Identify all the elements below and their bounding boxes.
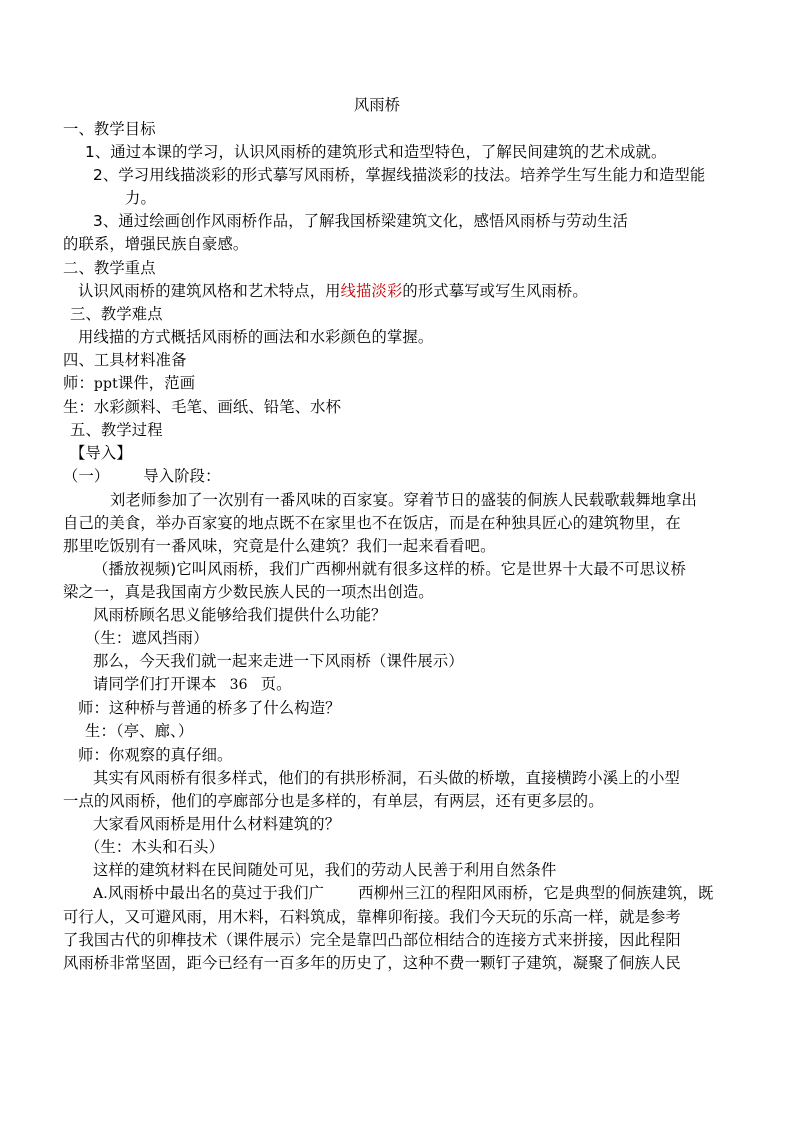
teaching-difficulty-text: 用线描的方式概括风雨桥的画法和水彩颜色的掌握。 [78, 327, 434, 346]
answer-3: （生：木头和石头） [85, 837, 225, 856]
answer-2: 生：（亭、廊、） [85, 722, 194, 741]
teaching-focus-suffix: 的形式摹写或写生风雨桥。 [402, 281, 588, 300]
paragraph-8-line2: 可行人，又可避风雨，用木料，石料筑成，靠榫卯衔接。我们今天玩的乐高一样，就是参考 [63, 908, 681, 927]
document-title: 风雨桥 [353, 96, 401, 114]
item-marker-a: A. [93, 886, 108, 903]
question-1: 风雨桥顾名思义能够给我们提供什么功能？ [93, 605, 387, 624]
materials-teacher-rest: 课件，范画 [117, 374, 196, 393]
materials-teacher-ppt: ppt [93, 376, 118, 393]
section-bracket-introduction: 【导入】 [70, 444, 132, 463]
stage-one-number: （一） [63, 467, 110, 486]
heading-teaching-difficulty: 三、教学难点 [70, 304, 163, 323]
paragraph-7: 这样的建筑材料在民间随处可见，我们的劳动人民善于利用自然条件 [93, 861, 557, 879]
paragraph-2-line2: 梁之一，真是我国南方少数民族人民的一项杰出创造。 [63, 582, 434, 601]
objective-item-1: 1、通过本课的学习，认识风雨桥的建筑形式和造型特色，了解民间建筑的艺术成就。 [85, 143, 667, 162]
paragraph-3: 那么，今天我们就一起来走进一下风雨桥（课件展示） [93, 652, 464, 671]
paragraph-1-line3: 那里吃饭别有一番风味，究竟是什么建筑？我们一起来看看吧。 [63, 536, 496, 555]
objective-item-3-line1: 3、通过绘画创作风雨桥作品，了解我国桥梁建筑文化，感悟风雨桥与劳动生活 [93, 212, 629, 231]
objective-item-3-line2: 的联系，增强民族自豪感。 [63, 235, 249, 254]
answer-1: （生：遮风挡雨） [85, 629, 209, 648]
paragraph-4-textbook-page [63, 673, 731, 697]
materials-teacher [63, 372, 731, 396]
textbook-suffix: 页。 [260, 675, 292, 694]
paragraph-2-line1: （播放视频)它叫风雨桥，我们广西柳州就有很多这样的桥。它是世界十大最不可思议桥 [93, 559, 687, 578]
textbook-prefix: 请同学们打开课本 [93, 675, 217, 694]
heading-teaching-focus: 二、教学重点 [63, 258, 156, 277]
paragraph-8-segment-2: 西柳州三江的程阳风雨桥，它是典型的侗族建筑，既 [358, 884, 714, 903]
heading-materials: 四、工具材料准备 [63, 350, 187, 369]
highlight-line-wash-color: 线描淡彩 [340, 281, 403, 300]
objective-item-2-line1: 2、学习用线描淡彩的形式摹写风雨桥，掌握线描淡彩的技法。培养学生写生能力和造型能 [93, 166, 706, 185]
question-3: 大家看风雨桥是用什么材料建筑的？ [93, 814, 341, 833]
objective-item-2-line2: 力。 [125, 189, 156, 208]
teaching-focus-text [63, 280, 731, 303]
materials-teacher-label: 师： [63, 374, 94, 393]
paragraph-1-line2: 自己的美食，举办百家宴的地点既不在家里也不在饭店，而是在种独具匠心的建筑物里，在 [63, 513, 681, 532]
paragraph-8-segment-1: 风雨桥中最出名的莫过于我们广 [107, 884, 325, 903]
question-2: 师：这种桥与普通的桥多了什么构造？ [78, 699, 341, 718]
stage-one-heading [63, 465, 731, 488]
stage-one-label: 导入阶段： [143, 467, 221, 486]
heading-teaching-process: 五、教学过程 [70, 421, 163, 440]
heading-teaching-objectives: 一、教学目标 [63, 120, 156, 138]
paragraph-8-line3: 了我国古代的卯榫技术（课件展示）完全是靠凹凸部位相结合的连接方式来拼接，因此程阳 [63, 931, 681, 950]
document-body [63, 92, 731, 975]
paragraph-8-line4: 风雨桥非常坚固，距今已经有一百多年的历史了，这种不费一颗钉子建筑，凝聚了侗族人民 [63, 954, 681, 973]
paragraph-6-line2: 一点的风雨桥，他们的亭廊部分也是多样的，有单层，有两层，还有更多层的。 [63, 791, 604, 810]
materials-student: 生：水彩颜料、毛笔、画纸、铅笔、水杯 [63, 398, 342, 417]
paragraph-6-line1: 其实有风雨桥有很多样式，他们的有拱形桥洞，石头做的桥墩，直接横跨小溪上的小型 [93, 768, 680, 787]
teaching-focus-prefix: 认识风雨桥的建筑风格和艺术特点，用 [78, 281, 341, 300]
paragraph-5: 师：你观察的真仔细。 [78, 745, 233, 764]
paragraph-1-line1: 刘老师参加了一次别有一番风味的百家宴。穿着节日的盛装的侗族人民载歌载舞地拿出 [110, 490, 697, 509]
textbook-page-number: 36 [229, 677, 248, 694]
paragraph-8-line1 [63, 882, 731, 906]
